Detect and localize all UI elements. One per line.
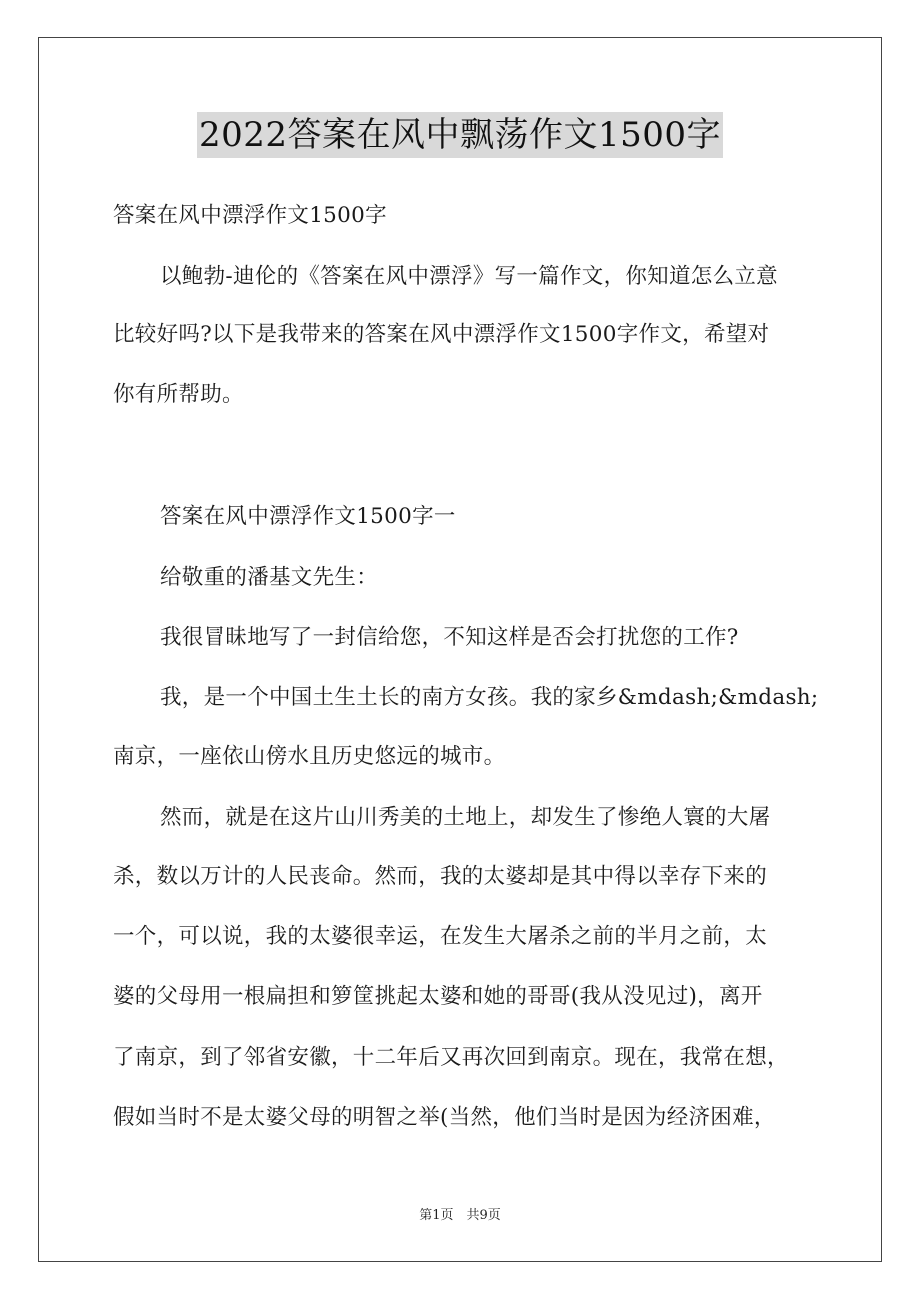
paragraph-line: 假如当时不是太婆父母的明智之举(当然，他们当时是因为经济困难， [113, 1105, 776, 1130]
paragraph-line: 我，是一个中国土生土长的南方女孩。我的家乡&mdash;&mdash; [160, 685, 819, 710]
paragraph-line: 我很冒昧地写了一封信给您，不知这样是否会打扰您的工作? [160, 625, 739, 650]
paragraph-line: 南京，一座依山傍水且历史悠远的城市。 [113, 744, 506, 769]
paragraph-line: 一个，可以说，我的太婆很幸运，在发生大屠杀之前的半月之前，太 [113, 924, 768, 949]
paragraph-line: 了南京，到了邻省安徽，十二年后又再次回到南京。现在，我常在想， [113, 1045, 789, 1070]
letter-salutation: 给敬重的潘基文先生： [160, 565, 379, 590]
paragraph-line: 杀，数以万计的人民丧命。然而，我的太婆却是其中得以幸存下来的 [113, 864, 768, 889]
section-heading: 答案在风中漂浮作文1500字一 [160, 504, 456, 529]
paragraph-line: 然而，就是在这片山川秀美的土地上，却发生了惨绝人寰的大屠 [160, 805, 771, 830]
paragraph-line: 以鲍勃-迪伦的《答案在风中漂浮》写一篇作文，你知道怎么立意 [160, 264, 778, 289]
paragraph-line: 婆的父母用一根扁担和箩筐挑起太婆和她的哥哥(我从没见过)，离开 [113, 984, 763, 1009]
paragraph-line: 比较好吗?以下是我带来的答案在风中漂浮作文1500字作文，希望对 [113, 322, 770, 347]
title-container [0, 112, 920, 158]
paragraph-line: 你有所帮助。 [113, 382, 244, 407]
document-title: 2022答案在风中飘荡作文1500字 [197, 112, 723, 158]
subtitle-line: 答案在风中漂浮作文1500字 [113, 203, 387, 228]
page-number: 第1页 共9页 [419, 1208, 501, 1223]
